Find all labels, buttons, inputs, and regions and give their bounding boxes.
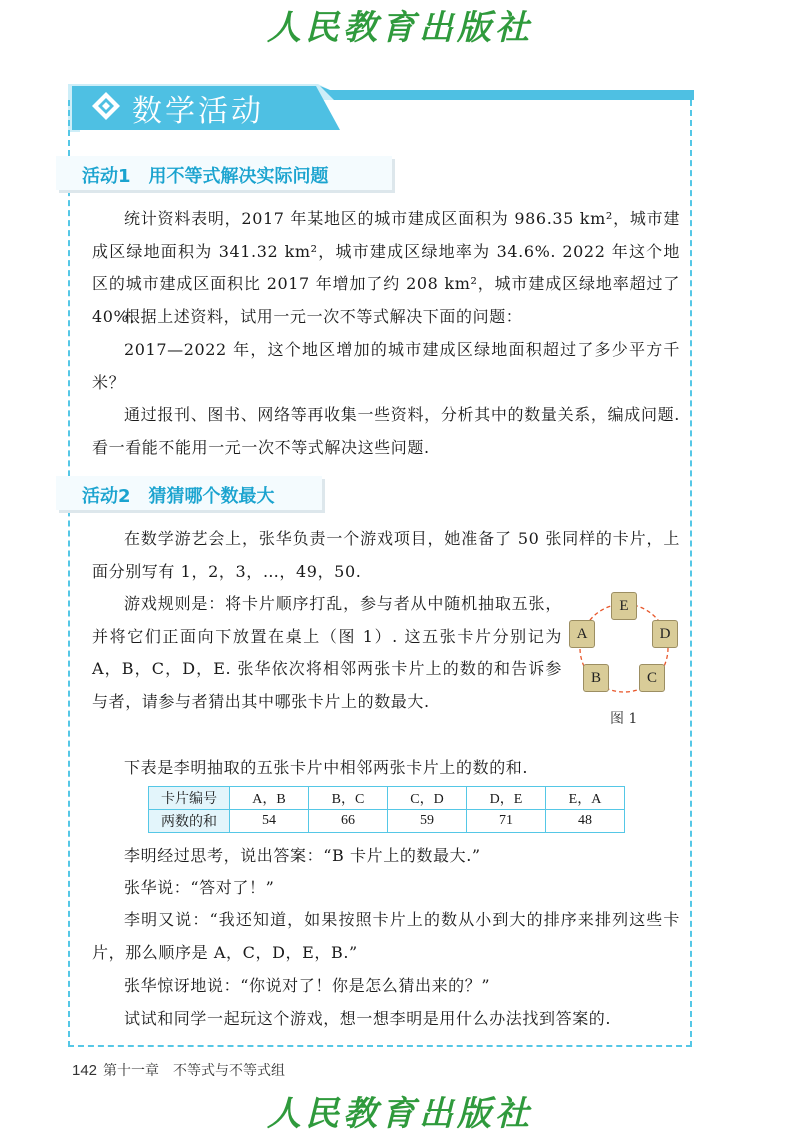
activity1-heading: 活动1 用不等式解决实际问题 <box>82 166 329 187</box>
activity1-paragraph-3: 2017—2022 年，这个地区增加的城市建成区绿地面积超过了多少平方千米？ <box>92 340 680 392</box>
table-cell: 59 <box>388 810 467 833</box>
card-e: E <box>611 592 637 620</box>
activity2-paragraph-6: 李明又说：“我还知道，如果按照卡片上的数从小到大的排序来排列这些卡片，那么顺序是 A，C，D，E，B.” <box>92 910 680 962</box>
chapter-title: 第十一章 不等式与不等式组 <box>103 1063 286 1079</box>
activity2-paragraph-2: 游戏规则是：将卡片顺序打乱，参与者从中随机抽取五张，并将它们正面向下放置在桌上（图 1）. 这五张卡片分别记为 A，B，C，D，E. 张华依次将相邻两张卡片上的数的和告诉参与者，请参与者猜出其中哪张卡片上的数最大. <box>92 594 562 711</box>
activity2-paragraph-5: 张华说：“答对了！” <box>124 878 275 897</box>
table-cell: 54 <box>230 810 309 833</box>
table-header-sum: 两数的和 <box>149 810 230 833</box>
table-cell: B，C <box>309 787 388 810</box>
activity1-paragraph-2: 根据上述资料，试用一元一次不等式解决下面的问题： <box>124 307 523 326</box>
activity1-paragraph-4: 通过报刊、图书、网络等再收集一些资料，分析其中的数量关系，编成问题. 看一看能不能用一元一次不等式解决这些问题. <box>92 405 680 457</box>
activity2-paragraph-7: 张华惊讶地说：“你说对了！你是怎么猜出来的？” <box>124 976 491 995</box>
card-b: B <box>583 664 609 692</box>
table-row <box>149 787 625 810</box>
activity2-heading: 活动2 猜猜哪个数最大 <box>82 486 275 507</box>
activity2-paragraph-8: 试试和同学一起玩这个游戏，想一想李明是用什么办法找到答案的. <box>124 1009 612 1028</box>
activity1-heading-box <box>56 156 392 190</box>
table-cell: A，B <box>230 787 309 810</box>
table-cell: 48 <box>546 810 625 833</box>
activity2-heading-box <box>56 476 322 510</box>
card-sum-table <box>148 786 625 833</box>
activity2-paragraph-1: 在数学游艺会上，张华负责一个游戏项目，她准备了 50 张同样的卡片，上面分别写有 1，2，3，…，49，50. <box>92 529 680 581</box>
table-cell: 66 <box>309 810 388 833</box>
activity2-paragraph-3: 下表是李明抽取的五张卡片中相邻两张卡片上的数的和. <box>124 758 529 777</box>
figure-caption: 图 1 <box>610 711 638 727</box>
activity2-paragraph-4: 李明经过思考，说出答案：“B 卡片上的数最大.” <box>124 846 481 865</box>
table-cell: E，A <box>546 787 625 810</box>
table-cell: D，E <box>467 787 546 810</box>
table-cell: 71 <box>467 810 546 833</box>
table-header-card-id: 卡片编号 <box>149 787 230 810</box>
page-footer <box>72 1060 285 1080</box>
publisher-logo-bottom: 人民教育出版社 <box>267 1094 533 1134</box>
table-cell: C，D <box>388 787 467 810</box>
card-a: A <box>569 620 595 648</box>
publisher-logo-top: 人民教育出版社 <box>267 8 533 48</box>
card-c: C <box>639 664 665 692</box>
page-number: 142 <box>72 1062 98 1079</box>
card-d: D <box>652 620 678 648</box>
activity1-paragraph-1: 统计资料表明，2017 年某地区的城市建成区面积为 986.35 km²，城市建成区绿地面积为 341.32 km²，城市建成区绿地率为 34.6%. 2022 年这个地区的城市建成区面积比 2017 年增加了约 208 km²，城市建成区绿地率超过了 40%. <box>92 209 680 326</box>
table-row <box>149 810 625 833</box>
section-title: 数学活动 <box>132 94 264 129</box>
